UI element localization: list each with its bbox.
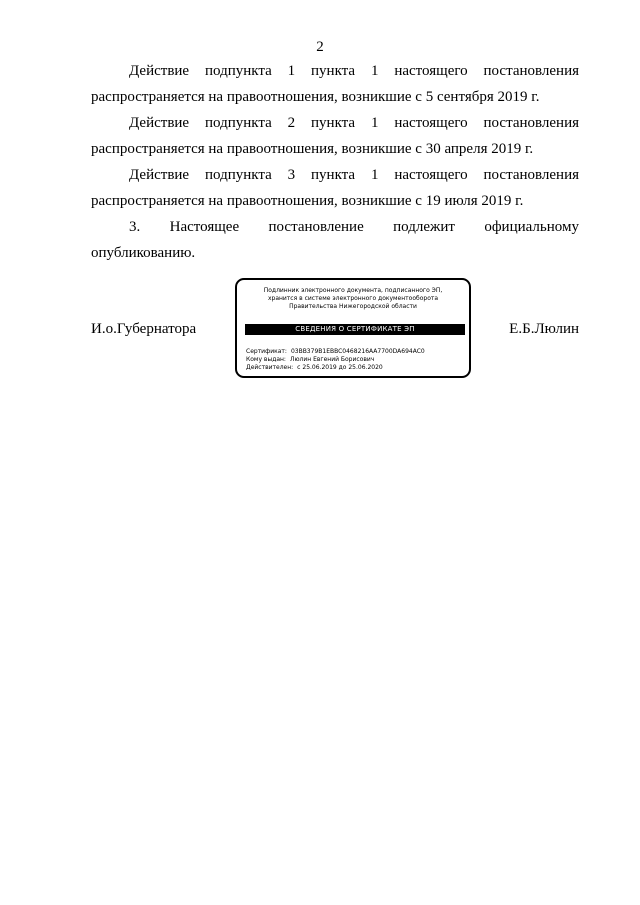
validity-row	[246, 364, 425, 372]
electronic-signature-stamp	[235, 278, 471, 378]
issued-to-value: Люлин Евгений Борисович	[289, 356, 375, 363]
paragraph-subitem-3: Действие подпункта 3 пункта 1 настоящего постановления распространяется на правоотношения, возникшие с 19 июля 2019 г.	[91, 167, 579, 209]
page-number: 2	[316, 39, 324, 55]
paragraph-subitem-2: Действие подпункта 2 пункта 1 настоящего постановления распространяется на правоотношения, возникшие с 30 апреля 2019 г.	[91, 115, 579, 157]
certificate-row	[246, 348, 425, 356]
issued-to-label: Кому выдан:	[246, 356, 286, 363]
stamp-intro-line: хранится в системе электронного документооборота	[267, 295, 439, 302]
stamp-banner: СВЕДЕНИЯ О СЕРТИФИКАТЕ ЭП	[245, 324, 465, 335]
validity-value: с 25.06.2019 до 25.06.2020	[297, 364, 383, 371]
stamp-intro-line: Подлинник электронного документа, подписанного ЭП,	[263, 287, 443, 294]
issued-to-row	[246, 356, 425, 364]
stamp-intro	[237, 287, 469, 311]
paragraph-publication: 3. Настоящее постановление подлежит официальному опубликованию.	[91, 219, 579, 261]
stamp-intro-line: Правительства Нижегородской области	[289, 303, 417, 310]
validity-label: Действителен:	[246, 364, 294, 371]
signer-title: И.о.Губернатора	[91, 321, 197, 337]
stamp-details	[246, 348, 425, 372]
paragraph-subitem-1: Действие подпункта 1 пункта 1 настоящего постановления распространяется на правоотношения, возникшие с 5 сентября 2019 г.	[91, 63, 579, 105]
certificate-label: Сертификат:	[246, 348, 287, 355]
document-body	[91, 58, 579, 266]
signer-name: Е.Б.Люлин	[509, 321, 579, 337]
certificate-value: 03BB379B1EBBC0468216AA7700DA694AC0	[290, 348, 425, 355]
